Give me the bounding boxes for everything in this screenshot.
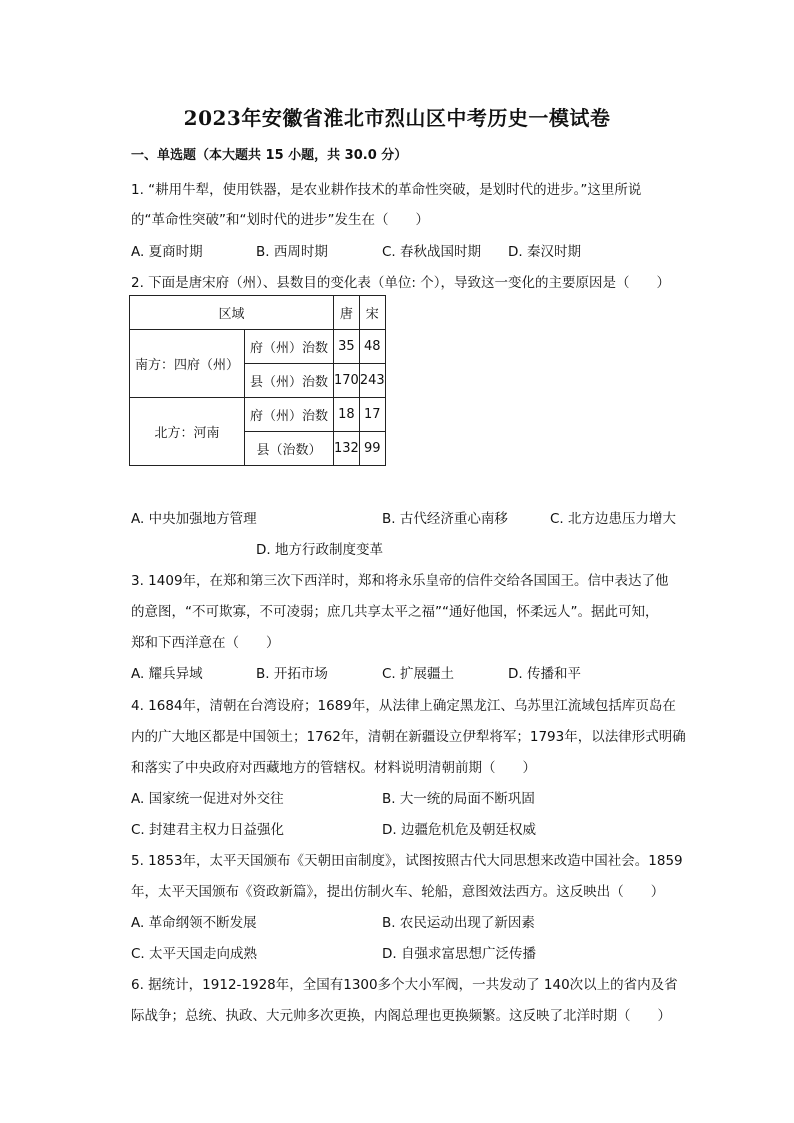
q2-option-d[interactable]: D. 地方行政制度变革 (256, 542, 383, 558)
table-cell-tang: 132 (334, 432, 360, 466)
q3-option-a[interactable]: A. 耀兵异域 (131, 666, 203, 682)
q3-option-b[interactable]: B. 开拓市场 (256, 666, 328, 682)
q4-line-3: 和落实了中央政府对西藏地方的管辖权。材料说明清朝前期（ ） (131, 760, 536, 776)
q2-option-c[interactable]: C. 北方边患压力增大 (550, 511, 677, 527)
q1-line-2: 的“革命性突破”和“划时代的进步”发生在（ ） (131, 212, 429, 228)
table-header-region: 区域 (130, 296, 334, 330)
q1-option-d[interactable]: D. 秦汉时期 (508, 244, 581, 260)
q4-option-b[interactable]: B. 大一统的局面不断巩固 (382, 791, 535, 807)
table-header-song: 宋 (359, 296, 385, 330)
table-cell-song: 99 (359, 432, 385, 466)
q5-option-c[interactable]: C. 太平天国走向成熟 (131, 946, 258, 962)
table-row (130, 398, 386, 432)
table-cell-tang: 35 (334, 330, 360, 364)
table-header-row (130, 296, 386, 330)
q1-line-1: 1. “耕用牛犁，使用铁器，是农业耕作技术的革命性突破，是划时代的进步。”这里所说 (131, 182, 642, 198)
table-cell-song: 17 (359, 398, 385, 432)
q4-option-c[interactable]: C. 封建君主权力日益强化 (131, 822, 285, 838)
table-cell-item: 县（州）治数 (245, 364, 334, 398)
table-cell-tang: 170 (334, 364, 360, 398)
q5-line-2: 年，太平天国颁布《资政新篇》，提出仿制火车、轮船，意图效法西方。这反映出（ ） (131, 884, 665, 900)
q3-line-1: 3. 1409年，在郑和第三次下西洋时，郑和将永乐皇帝的信件交给各国国王。信中表达了他 (131, 573, 669, 589)
q2-data-table (129, 295, 386, 466)
q5-option-d[interactable]: D. 自强求富思想广泛传播 (382, 946, 536, 962)
section-heading: 一、单选题（本大题共 15 小题，共 30.0 分） (131, 148, 408, 163)
table-cell-song: 243 (359, 364, 385, 398)
q5-line-1: 5. 1853年，太平天国颁布《天朝田亩制度》，试图按照古代大同思想来改造中国社会。1859 (131, 853, 683, 869)
q1-option-a[interactable]: A. 夏商时期 (131, 244, 203, 260)
q3-line-2: 的意图，“不可欺寡，不可凌弱；庶几共享太平之福”“通好他国，怀柔远人”。据此可知， (131, 604, 659, 620)
table-region-south: 南方：四府（州） (130, 330, 245, 398)
q1-option-b[interactable]: B. 西周时期 (256, 244, 328, 260)
q2-option-b[interactable]: B. 古代经济重心南移 (382, 511, 508, 527)
q2-line-1: 2. 下面是唐宋府（州）、县数目的变化表（单位: 个），导致这一变化的主要原因是（ ） (131, 275, 671, 291)
table-row (130, 330, 386, 364)
q3-option-c[interactable]: C. 扩展疆土 (382, 666, 455, 682)
q4-line-1: 4. 1684年，清朝在台湾设府；1689年，从法律上确定黑龙江、乌苏里江流域包括库页岛在 (131, 698, 676, 714)
table-cell-tang: 18 (334, 398, 360, 432)
table-cell-item: 府（州）治数 (245, 398, 334, 432)
q2-option-a[interactable]: A. 中央加强地方管理 (131, 511, 257, 527)
table-cell-song: 48 (359, 330, 385, 364)
table-region-north: 北方：河南 (130, 398, 245, 466)
q5-option-a[interactable]: A. 革命纲领不断发展 (131, 915, 257, 931)
q3-option-d[interactable]: D. 传播和平 (508, 666, 581, 682)
q4-option-d[interactable]: D. 边疆危机危及朝廷权威 (382, 822, 536, 838)
q1-option-c[interactable]: C. 春秋战国时期 (382, 244, 482, 260)
q5-option-b[interactable]: B. 农民运动出现了新因素 (382, 915, 535, 931)
table-cell-item: 县（治数） (245, 432, 334, 466)
q6-line-2: 际战争；总统、执政、大元帅多次更换，内阁总理也更换频繁。这反映了北洋时期（ ） (131, 1008, 671, 1024)
table-header-tang: 唐 (334, 296, 360, 330)
q3-line-3: 郑和下西洋意在（ ） (131, 635, 280, 651)
q4-line-2: 内的广大地区都是中国领土；1762年，清朝在新疆设立伊犁将军；1793年，以法律形式明确 (131, 729, 686, 745)
table-cell-item: 府（州）治数 (245, 330, 334, 364)
q6-line-1: 6. 据统计，1912-1928年，全国有1300多个大小军阀，一共发动了 140次以上的省内及省 (131, 977, 678, 993)
exam-title: 2023年安徽省淮北市烈山区中考历史一模试卷 (183, 106, 611, 130)
q4-option-a[interactable]: A. 国家统一促进对外交往 (131, 791, 284, 807)
